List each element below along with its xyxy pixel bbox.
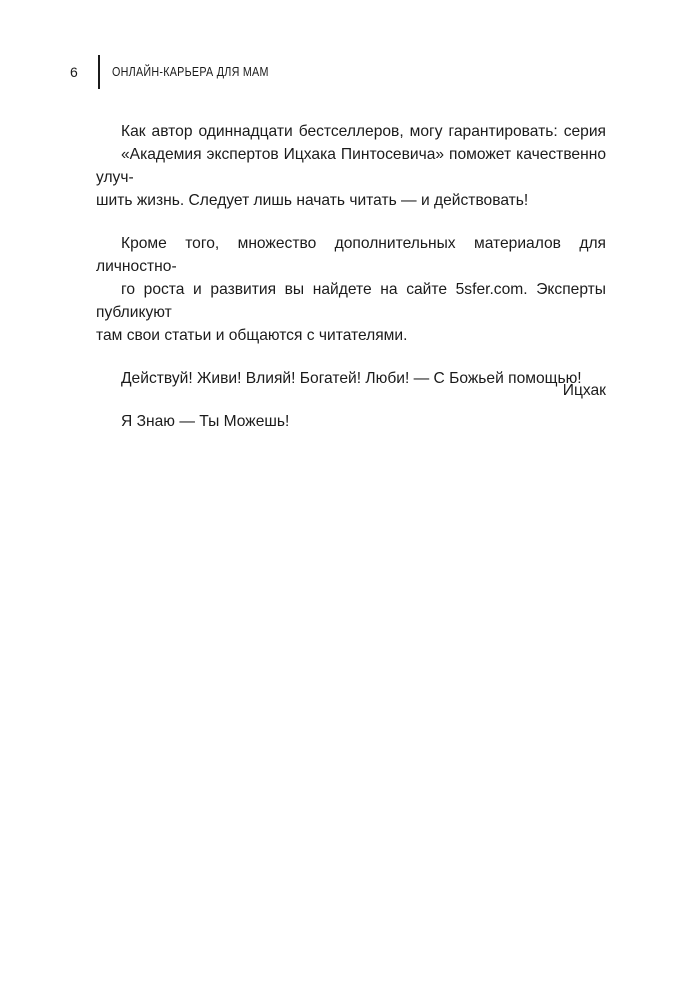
paragraph-closing	[96, 410, 606, 433]
signature: Ицхак	[562, 382, 606, 399]
running-header	[64, 56, 294, 88]
paragraph-guarantee	[96, 120, 606, 212]
text-line: Кроме того, множество дополнительных материалов для личностно-	[96, 235, 606, 275]
text-line: там свои статьи и общаются с читателями.	[96, 327, 408, 344]
text-line: Действуй! Живи! Влияй! Богатей! Люби! — С Божьей помощью!	[121, 370, 582, 387]
text-line: Я Знаю — Ты Можешь!	[121, 413, 290, 430]
paragraph-materials	[96, 232, 606, 347]
text-line: Как автор одиннадцати бестселлеров, могу гарантировать: серия	[121, 123, 606, 140]
text-line: го роста и развития вы найдете на сайте 5sfer.com. Эксперты публикуют	[96, 281, 606, 321]
text-line: шить жизнь. Следует лишь начать читать — и действовать!	[96, 192, 529, 209]
paragraph-motto	[96, 367, 606, 390]
page-number: 6	[70, 64, 78, 80]
header-divider	[98, 55, 100, 89]
running-title: ОНЛАЙН-КАРЬЕРА ДЛЯ МАМ	[111, 65, 269, 79]
body-text	[96, 120, 606, 453]
text-line: «Академия экспертов Ицхака Пинтосевича» поможет качественно улуч-	[96, 146, 606, 186]
